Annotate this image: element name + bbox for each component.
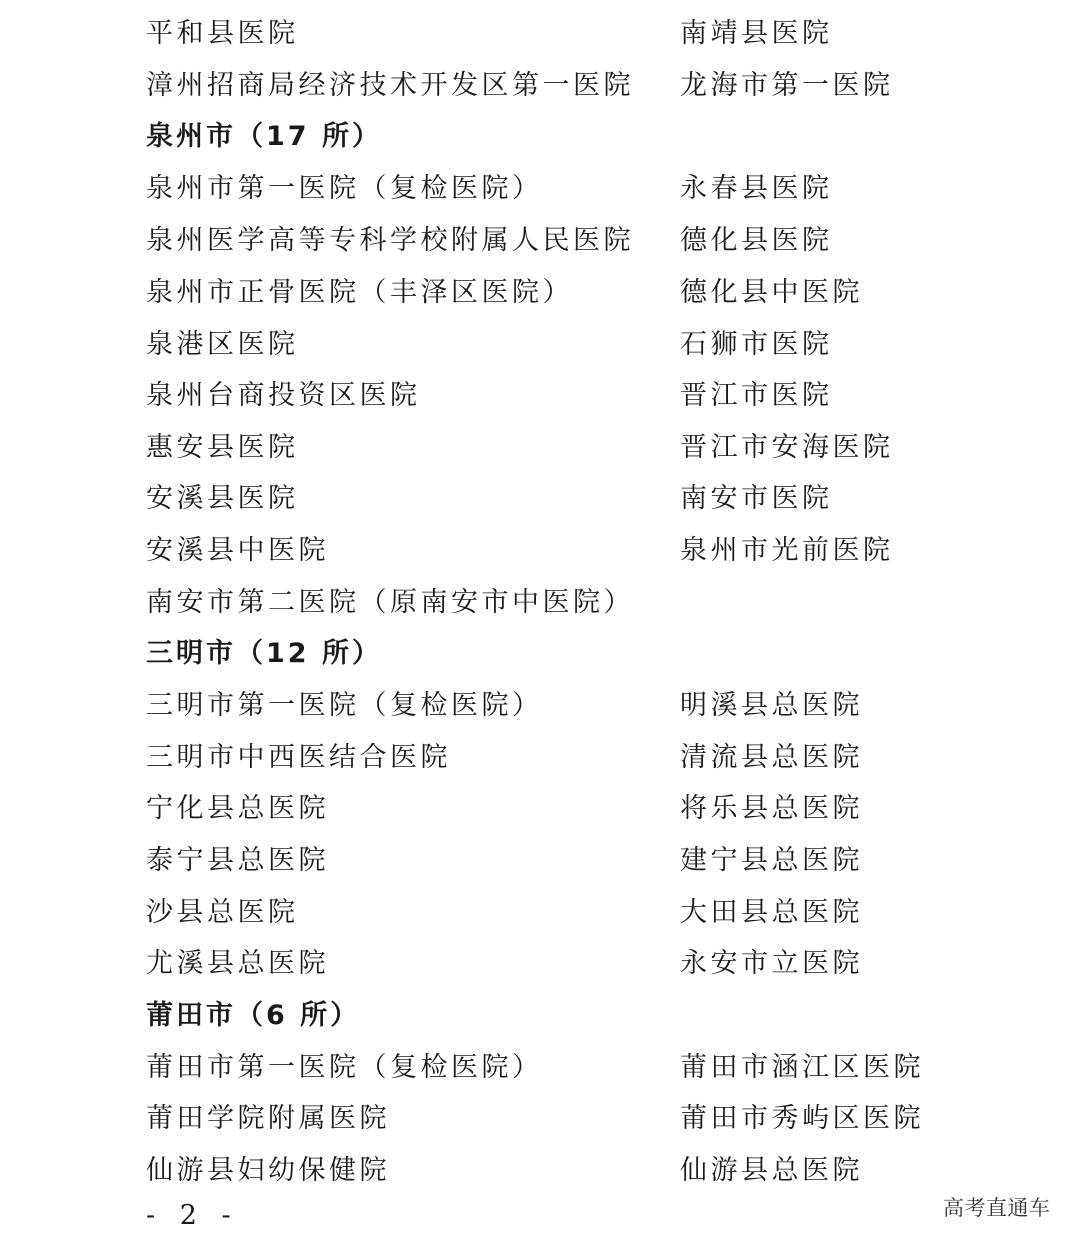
section-heading: 泉州市（17 所）	[146, 121, 382, 152]
hospital-name: 龙海市第一医院	[680, 70, 894, 101]
hospital-name: 三明市中西医结合医院	[146, 742, 451, 773]
hospital-name: 三明市第一医院（复检医院）	[146, 690, 543, 721]
list-row	[0, 577, 1080, 629]
list-row	[0, 680, 1080, 732]
list-row	[0, 473, 1080, 525]
section-heading-sanming	[0, 628, 1080, 680]
hospital-name: 泉州台商投资区医院	[146, 380, 421, 411]
list-row	[0, 319, 1080, 371]
list-row	[0, 422, 1080, 474]
hospital-name: 莆田学院附属医院	[146, 1103, 390, 1134]
hospital-name: 德化县医院	[680, 225, 833, 256]
watermark-text: 高考直通车	[943, 1196, 1051, 1220]
hospital-name: 建宁县总医院	[680, 845, 863, 876]
page-number: - 2 -	[146, 1200, 239, 1231]
hospital-name: 南安市第二医院（原南安市中医院）	[146, 587, 634, 618]
hospital-name: 安溪县医院	[146, 483, 299, 514]
hospital-name: 沙县总医院	[146, 897, 299, 928]
section-heading: 莆田市（6 所）	[146, 1000, 361, 1031]
hospital-name: 泉州医学高等专科学校附属人民医院	[146, 225, 634, 256]
section-heading-putian	[0, 990, 1080, 1042]
hospital-name: 南靖县医院	[680, 18, 833, 49]
list-row	[0, 783, 1080, 835]
list-row	[0, 370, 1080, 422]
hospital-name: 泉港区医院	[146, 329, 299, 360]
hospital-name: 永春县医院	[680, 173, 833, 204]
hospital-name: 平和县医院	[146, 18, 299, 49]
list-row	[0, 887, 1080, 939]
hospital-name: 泰宁县总医院	[146, 845, 329, 876]
list-row	[0, 8, 1080, 60]
list-row	[0, 938, 1080, 990]
list-row	[0, 835, 1080, 887]
hospital-name: 仙游县总医院	[680, 1155, 863, 1186]
list-row	[0, 60, 1080, 112]
hospital-name: 漳州招商局经济技术开发区第一医院	[146, 70, 634, 101]
hospital-name: 安溪县中医院	[146, 535, 329, 566]
hospital-name: 清流县总医院	[680, 742, 863, 773]
section-heading: 三明市（12 所）	[146, 638, 382, 669]
list-row	[0, 267, 1080, 319]
hospital-name: 南安市医院	[680, 483, 833, 514]
list-row	[0, 525, 1080, 577]
hospital-name: 莆田市第一医院（复检医院）	[146, 1052, 543, 1083]
hospital-name: 石狮市医院	[680, 329, 833, 360]
hospital-name: 尤溪县总医院	[146, 948, 329, 979]
list-row	[0, 1042, 1080, 1094]
hospital-name: 晋江市安海医院	[680, 432, 894, 463]
section-heading-quanzhou	[0, 111, 1080, 163]
hospital-name: 明溪县总医院	[680, 690, 863, 721]
hospital-name: 莆田市秀屿区医院	[680, 1103, 924, 1134]
hospital-name: 泉州市光前医院	[680, 535, 894, 566]
hospital-name: 宁化县总医院	[146, 793, 329, 824]
hospital-name: 永安市立医院	[680, 948, 863, 979]
hospital-name: 仙游县妇幼保健院	[146, 1155, 390, 1186]
hospital-name: 德化县中医院	[680, 277, 863, 308]
hospital-name: 惠安县医院	[146, 432, 299, 463]
hospital-name: 大田县总医院	[680, 897, 863, 928]
list-row	[0, 215, 1080, 267]
hospital-name: 泉州市正骨医院（丰泽区医院）	[146, 277, 573, 308]
list-row	[0, 163, 1080, 215]
list-row	[0, 732, 1080, 784]
list-row	[0, 1093, 1080, 1145]
hospital-name: 莆田市涵江区医院	[680, 1052, 924, 1083]
hospital-name: 将乐县总医院	[680, 793, 863, 824]
hospital-name: 泉州市第一医院（复检医院）	[146, 173, 543, 204]
list-row	[0, 1145, 1080, 1197]
hospital-name: 晋江市医院	[680, 380, 833, 411]
